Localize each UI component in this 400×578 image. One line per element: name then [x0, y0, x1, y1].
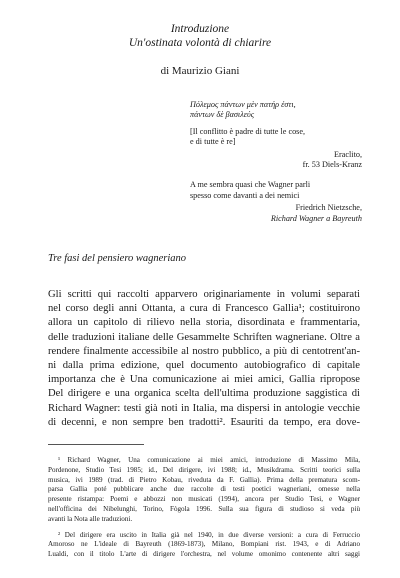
chapter-heading [0, 22, 400, 78]
footnote-line: Lualdi, con il titolo L'arte di dirigere l'orchestra, nel volume omonimo contenente altri saggi [48, 550, 360, 559]
epigraph-translation-line: [Il conflitto è padre di tutte le cose, [190, 126, 306, 136]
epigraph-greek [190, 100, 362, 121]
body-line: Richard Wagner: testi già noti in Italia, ma dispersi in antologie vecchie [48, 402, 360, 414]
epigraph-attribution-line: Friedrich Nietzsche, [295, 203, 362, 213]
footnote-line: avanti la Nota alle traduzioni. [48, 514, 133, 523]
epigraph-attribution-line: fr. 53 Diels-Kranz [302, 160, 362, 170]
epigraph-translation [190, 127, 362, 148]
footnote-line: musica, ivi 1989 (trad. di Pietro Kobau, riveduta da F. Gallia). Prima della prematura scom- [48, 475, 360, 484]
epigraph-greek-line: Πόλεμος πάντων μὲν πατήρ ἐστι, [190, 100, 296, 109]
footnote-divider [48, 444, 144, 445]
body-line: importanza che è Una comunicazione ai miei amici, Gallia ripropose [48, 374, 360, 386]
body-line: rendere finalmente accessibile al nostro pubblico, a più di centotrent'an- [48, 345, 360, 357]
chapter-subtitle: Un'ostinata volontà di chiarire [128, 37, 272, 49]
body-line: di decenni, e non sempre ben tradotti². Esauriti da tempo, era dove- [48, 416, 360, 428]
footnote-line: ² Del dirigere era uscito in Italia già nel 1940, in due diverse versioni: a cura di Ferruccio [58, 530, 360, 539]
body-line: allora un capitolo di rilievo nella storia, disordinata e frammentaria, [48, 317, 360, 329]
body-line: ni dalla prima edizione, quel documento autobiografico di capitale [48, 360, 360, 372]
section-title: Tre fasi del pensiero wagneriano [48, 253, 187, 264]
footnote-line: nell'officina dei Nibelunghi, Torino, Fògola 1996. Sulla sua figura di studioso si veda più [48, 504, 360, 513]
epigraph-attribution-line: Eraclito, [334, 149, 362, 159]
body-line: Del dirigere e una organica scelta dell'ultima produzione saggistica di [48, 388, 360, 400]
footnote-line: Amoroso ne L'ideale di Bayreuth (1869-1873), Milano, Bompiani rist. 1943, e di Adriano [48, 540, 360, 549]
epigraph-translation-line: e di tutte è re] [190, 137, 236, 147]
epigraphs [190, 100, 362, 224]
epigraph-nietzsche [190, 180, 362, 201]
epigraph-attribution [190, 203, 362, 224]
epigraph-attribution-line: Richard Wagner a Bayreuth [270, 213, 362, 223]
epigraph-line: A me sembra quasi che Wagner parli [190, 180, 311, 190]
epigraph-attribution [190, 150, 362, 171]
epigraph-greek-line: πάντων δὲ βασιλεύς [190, 110, 255, 120]
body-line: Gli scritti qui raccolti apparvero originariamente in volumi separati [48, 289, 360, 300]
footnotes [48, 456, 360, 560]
chapter-title: Introduzione [170, 23, 230, 35]
epigraph-line: spesso come davanti a dei nemici [190, 190, 300, 200]
body-paragraph [48, 288, 360, 430]
chapter-author: di Maurizio Giani [160, 65, 240, 77]
footnote-line: presente ristampa: Poemi e abbozzi non musicati (1994), ancora per Studio Tesi, e Wagner [48, 495, 360, 504]
body-line: delle traduzioni italiane delle Gesammelte Schriften wagneriane. Oltre a [48, 331, 360, 343]
footnote-line: Pordenone, Studio Tesi 1985; id., Del dirigere, ivi 1988; id., Musikdrama. Scritti teorici sulla [48, 465, 360, 474]
footnote-line: ¹ Richard Wagner, Una comunicazione ai miei amici, introduzione di Massimo Mila, [58, 456, 360, 464]
body-line: nel corso degli anni Ottanta, a cura di Francesco Gallia¹; costituirono [48, 303, 360, 315]
footnote-line: parsa Gallia poté pubblicare anche due raccolte di testi poetici wagneriani, omesse nella [48, 485, 360, 494]
